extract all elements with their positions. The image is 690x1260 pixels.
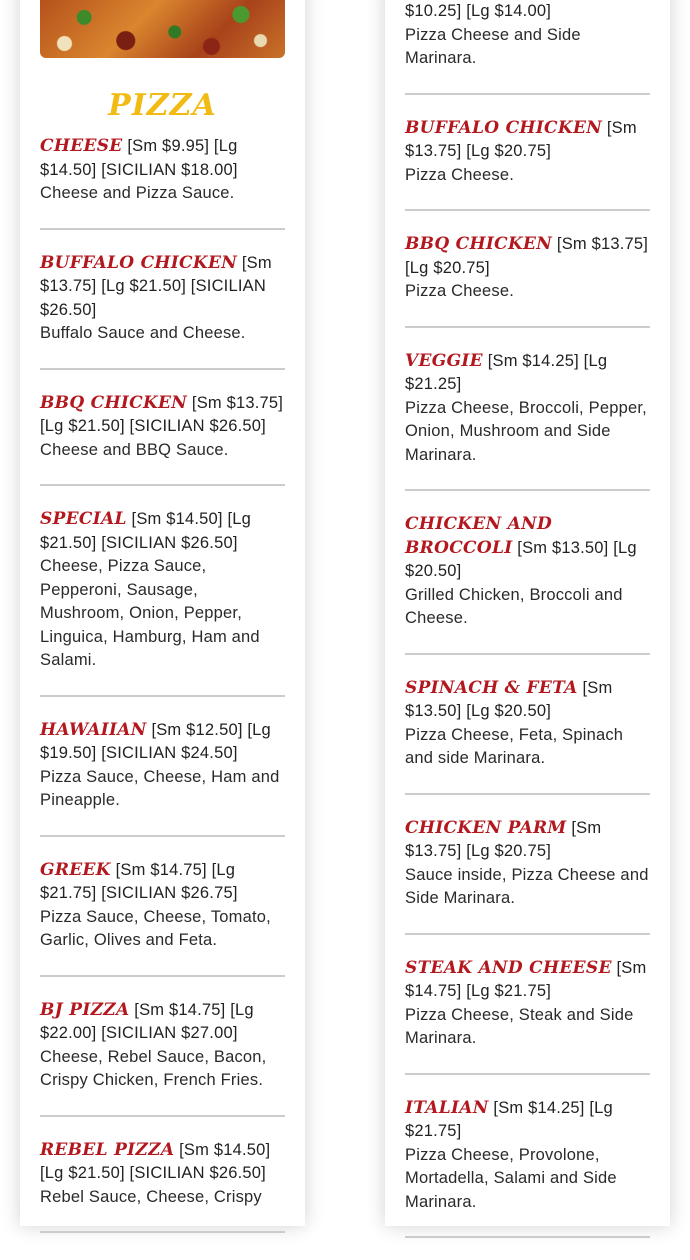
menu-item-prices: [Sm $14.75] [Lg $22.00] [SICILIAN $27.00] (40, 1000, 254, 1042)
menu-item (405, 817, 650, 935)
menu-item (405, 677, 650, 795)
menu-item-prices: [Sm $13.75] [Lg $21.50] [SICILIAN $26.50] (40, 393, 284, 435)
menu-item-name: ITALIAN (405, 1097, 489, 1118)
menu-item-text (405, 117, 650, 188)
menu-item-prices: $10.25] [Lg $14.00] (405, 2, 552, 20)
section-title: PIZZA (108, 88, 217, 123)
menu-item-text (40, 135, 285, 206)
menu-item (405, 957, 650, 1075)
menu-item-description: Pizza Cheese, Broccoli, Pepper, Onion, Mushroom and Side Marinara. (405, 398, 647, 464)
menu-item-name: STEAK AND CHEESE (405, 957, 612, 978)
pizza-photo (40, 0, 285, 58)
menu-item-prices: [Sm $14.75] [Lg $21.75] (405, 958, 647, 1000)
menu-item-description: Pizza Cheese and Side Marinara. (405, 25, 581, 67)
menu-column-left (20, 0, 305, 1226)
menu-item-name: CHICKEN AND BROCCOLI (405, 514, 553, 558)
menu-item-prices: [Sm $9.95] [Lg $14.50] [SICILIAN $18.00] (40, 137, 238, 179)
menu-item-prices: [Sm $12.50] [Lg $19.50] [SICILIAN $24.50] (40, 720, 271, 762)
menu-item (40, 719, 285, 837)
menu-item (405, 117, 650, 212)
menu-item-name: BUFFALO CHICKEN (40, 252, 238, 273)
menu-item-name: VEGGIE (405, 350, 483, 371)
menu-item-description: Cheese, Pizza Sauce, Pepperoni, Sausage, Mushroom, Onion, Pepper, Linguica, Hamburg, Ham and Salami. (40, 557, 260, 669)
menu-item-prices: [Sm $13.50] [Lg $20.50] (405, 538, 637, 580)
menu-item-description: Rebel Sauce, Cheese, Crispy (40, 1187, 262, 1206)
menu-item-prices: [Sm $14.50] [Lg $21.50] [SICILIAN $26.50] (40, 1140, 271, 1182)
menu-item-description: Grilled Chicken, Broccoli and Cheese. (405, 585, 623, 627)
menu-item-name: BUFFALO CHICKEN (405, 117, 603, 138)
menu-item-description: Cheese and BBQ Sauce. (40, 440, 229, 459)
menu-item-prices: [Sm $13.75] [Lg $21.50] [SICILIAN $26.50] (40, 253, 272, 319)
menu-item (40, 859, 285, 977)
menu-item-text (405, 0, 650, 71)
menu-item-prices: [Sm $13.75] [Lg $20.75] (405, 235, 649, 277)
menu-item-name: SPECIAL (40, 509, 127, 529)
menu-item (40, 135, 285, 230)
menu-item-text (405, 233, 650, 304)
menu-item (40, 392, 285, 487)
menu-item (40, 508, 285, 697)
menu-item-prices: [Sm $14.75] [Lg $21.75] [SICILIAN $26.75] (40, 860, 238, 902)
menu-item-text (405, 677, 650, 771)
menu-item-description: Pizza Cheese, Steak and Side Marinara. (405, 1005, 634, 1047)
menu-item-text (405, 513, 650, 631)
menu-item-description: Pizza Cheese, Provolone, Mortadella, Salami and Side Marinara. (405, 1145, 617, 1211)
menu-item-name: CHICKEN PARM (405, 817, 567, 838)
menu-item-description: Buffalo Sauce and Cheese. (40, 324, 246, 342)
menu-item-text (405, 350, 650, 468)
menu-item-text (40, 719, 285, 813)
menu-item-description: Cheese, Rebel Sauce, Bacon, Crispy Chicken, French Fries. (40, 1047, 267, 1089)
menu-item-name: SPINACH & FETA (405, 677, 578, 698)
menu-item-text (40, 392, 285, 463)
menu-item-text (405, 817, 650, 911)
menu-item (405, 513, 650, 655)
menu-item-prices: [Sm $13.50] [Lg $20.50] (405, 678, 613, 720)
menu-item-name: CHEESE (40, 136, 123, 156)
menu-item-prices: [Sm $13.75] [Lg $20.75] (405, 818, 602, 860)
menu-item-text (405, 1097, 650, 1215)
menu-column-right (385, 0, 670, 1226)
menu-item-prices: [Sm $14.25] [Lg $21.75] (405, 1098, 613, 1140)
menu-item (405, 0, 650, 95)
menu-item-description: Cheese and Pizza Sauce. (40, 184, 235, 202)
menu-item (405, 233, 650, 328)
menu-item-name: HAWAIIAN (40, 719, 147, 740)
menu-item-text (40, 859, 285, 953)
menu-item-name: GREEK (40, 859, 111, 880)
menu-item-description: Sauce inside, Pizza Cheese and Side Marinara. (405, 865, 649, 907)
menu-item (405, 350, 650, 492)
menu-item-description: Pizza Cheese, Feta, Spinach and side Marinara. (405, 725, 624, 767)
menu-item-text (405, 957, 650, 1051)
menu-item-prices: [Sm $14.25] [Lg $21.25] (405, 351, 608, 393)
menu-item-name: BBQ CHICKEN (405, 234, 553, 254)
menu-item-description: Pizza Cheese. (405, 165, 514, 184)
menu-item-prices: [Sm $14.50] [Lg $21.50] [SICILIAN $26.50] (40, 510, 252, 552)
menu-item-description: Pizza Cheese. (405, 282, 514, 300)
menu-item-text (40, 1139, 285, 1210)
menu-item-text (40, 252, 285, 346)
menu-item (40, 252, 285, 370)
menu-item-name: BBQ CHICKEN (40, 392, 188, 413)
menu-item-text (40, 999, 285, 1093)
menu-item-name: REBEL PIZZA (40, 1139, 175, 1160)
menu-item-name: BJ PIZZA (40, 999, 130, 1020)
menu-item-description: Pizza Sauce, Cheese, Tomato, Garlic, Olives and Feta. (40, 907, 271, 949)
menu-item-text (40, 508, 285, 673)
menu-item (40, 999, 285, 1117)
menu-item-prices: [Sm $13.75] [Lg $20.75] (405, 118, 637, 160)
menu-item-description: Pizza Sauce, Cheese, Ham and Pineapple. (40, 767, 280, 809)
menu-item (405, 1097, 650, 1239)
